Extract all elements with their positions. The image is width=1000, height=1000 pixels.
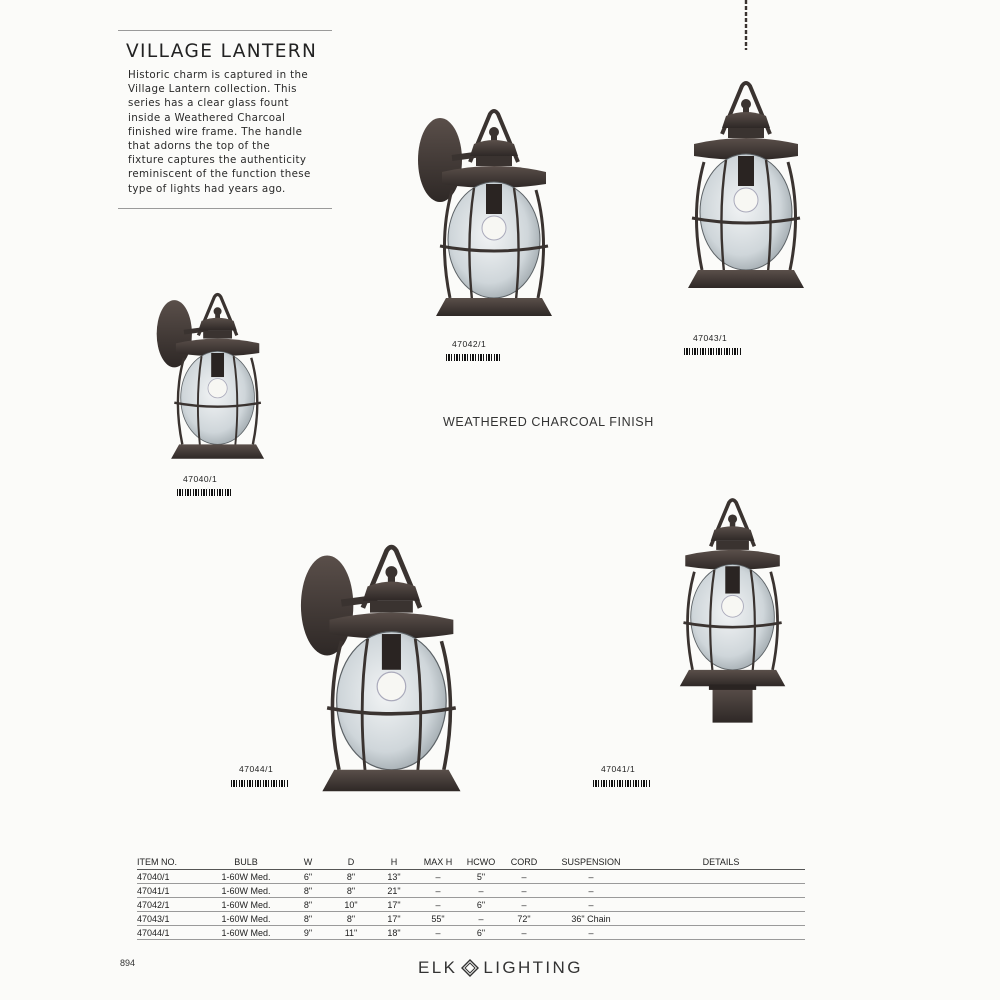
table-cell: 8" <box>331 870 371 884</box>
table-cell: – <box>417 884 459 898</box>
column-header: H <box>371 857 417 870</box>
table-cell: 47041/1 <box>137 884 207 898</box>
description-line: inside a Weathered Charcoal <box>128 111 286 124</box>
table-cell: 47042/1 <box>137 898 207 912</box>
table-cell: – <box>545 898 637 912</box>
pendant-lantern-image <box>664 0 829 320</box>
table-cell: 5" <box>459 870 503 884</box>
brand-right: LIGHTING <box>483 958 583 977</box>
table-cell: – <box>545 870 637 884</box>
table-cell: – <box>545 884 637 898</box>
column-header: MAX H <box>417 857 459 870</box>
table-cell: – <box>503 926 545 940</box>
description-line: that adorns the top of the <box>128 140 271 153</box>
description-line: reminiscent of the function these <box>128 168 311 181</box>
barcode <box>446 354 501 361</box>
wall-lantern-image <box>412 58 582 320</box>
description-line: fixture captures the authenticity <box>128 154 307 167</box>
table-cell <box>637 870 805 884</box>
wall-lantern-image <box>290 484 500 796</box>
table-cell: 47040/1 <box>137 870 207 884</box>
table-cell: – <box>417 926 459 940</box>
table-cell: 18" <box>371 926 417 940</box>
table-cell: – <box>545 926 637 940</box>
table-cell: – <box>459 912 503 926</box>
table-cell: 6" <box>459 926 503 940</box>
column-header: D <box>331 857 371 870</box>
table-cell: 1-60W Med. <box>207 898 285 912</box>
column-header: SUSPENSION <box>545 857 637 870</box>
intro-block <box>118 30 332 209</box>
table-cell: 21" <box>371 884 417 898</box>
page-number: 894 <box>120 958 136 968</box>
column-header: DETAILS <box>637 857 805 870</box>
diamond-logo-icon <box>461 959 479 977</box>
table-cell <box>637 926 805 940</box>
post-lantern-image <box>658 486 808 792</box>
table-cell: 13" <box>371 870 417 884</box>
table-cell: 72" <box>503 912 545 926</box>
table-cell: 10" <box>331 898 371 912</box>
column-header: BULB <box>207 857 285 870</box>
table-cell: 8" <box>285 898 331 912</box>
description-line: finished wire frame. The handle <box>128 125 303 138</box>
table-cell: 8" <box>331 912 371 926</box>
column-header: HCWO <box>459 857 503 870</box>
table-cell: 8" <box>285 884 331 898</box>
table-cell: 17" <box>371 912 417 926</box>
table-cell: 47044/1 <box>137 926 207 940</box>
sku-label: 47043/1 <box>693 333 728 343</box>
table-cell: 8" <box>285 912 331 926</box>
sku-label: 47040/1 <box>183 474 218 484</box>
table-cell: – <box>417 898 459 912</box>
table-row <box>137 898 805 912</box>
table-cell: 9" <box>285 926 331 940</box>
table-cell: 1-60W Med. <box>207 884 285 898</box>
table-cell: – <box>503 898 545 912</box>
sku-label: 47041/1 <box>601 764 636 774</box>
wall-lantern-image <box>150 252 290 462</box>
finish-label: WEATHERED CHARCOAL FINISH <box>443 415 654 429</box>
barcode <box>684 348 741 355</box>
barcode <box>593 780 650 787</box>
table-cell: 55" <box>417 912 459 926</box>
table-cell <box>637 884 805 898</box>
sku-label: 47044/1 <box>239 764 274 774</box>
description-line: type of lights had years ago. <box>128 182 286 195</box>
table-cell <box>637 898 805 912</box>
column-header: CORD <box>503 857 545 870</box>
collection-title: VILLAGE LANTERN <box>126 41 318 62</box>
table-cell: 11" <box>331 926 371 940</box>
table-cell: 6" <box>459 898 503 912</box>
description-line: Historic charm is captured in the <box>128 69 309 81</box>
description-line: series has a clear glass fount <box>128 97 289 110</box>
table-cell: – <box>503 884 545 898</box>
table-cell: 6" <box>285 870 331 884</box>
spec-table <box>137 857 805 940</box>
table-cell: 17" <box>371 898 417 912</box>
table-cell: 47043/1 <box>137 912 207 926</box>
table-cell: 1-60W Med. <box>207 870 285 884</box>
table-cell: 36" Chain <box>545 912 637 926</box>
column-header: ITEM NO. <box>137 857 207 870</box>
barcode <box>177 489 232 496</box>
table-row <box>137 870 805 884</box>
table-cell: 8" <box>331 884 371 898</box>
description-line: Village Lantern collection. This <box>128 83 297 96</box>
sku-label: 47042/1 <box>452 339 487 349</box>
table-row <box>137 884 805 898</box>
table-cell: – <box>417 870 459 884</box>
table-cell: 1-60W Med. <box>207 912 285 926</box>
table-cell: – <box>459 884 503 898</box>
table-header-row <box>137 857 805 870</box>
table-row <box>137 912 805 926</box>
column-header: W <box>285 857 331 870</box>
collection-description <box>128 68 338 196</box>
table-cell <box>637 912 805 926</box>
table-row <box>137 926 805 940</box>
table-cell: 1-60W Med. <box>207 926 285 940</box>
table-cell: – <box>503 870 545 884</box>
brand-left: ELK <box>418 958 458 977</box>
brand-logo <box>418 958 583 978</box>
barcode <box>231 780 288 787</box>
